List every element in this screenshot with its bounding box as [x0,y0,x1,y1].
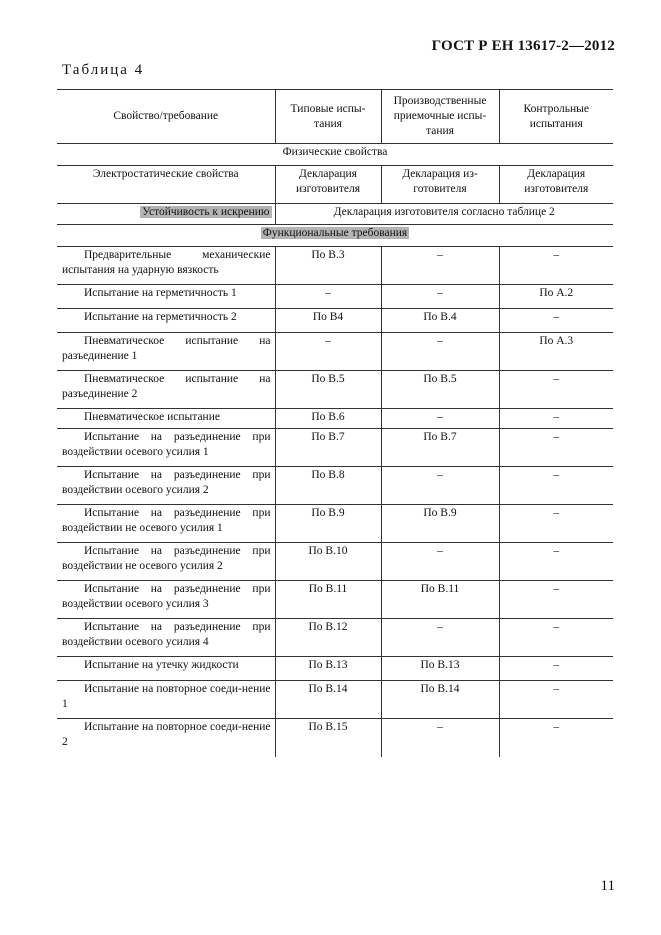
cell-type-test: По В.13 [275,657,381,681]
cell-property: Испытание на разъединение при воздействии не осевого усилия 2 [57,543,275,581]
cell-control-test: – [499,409,613,429]
cell-production-test: По В.5 [381,371,499,409]
cell-control-test: – [499,309,613,333]
document-code: ГОСТ Р ЕН 13617-2—2012 [431,38,615,54]
table-row [57,247,613,285]
cell-type-test: По В.12 [275,619,381,657]
table-row-spark-resistance [57,204,613,225]
cell-property: Предварительные механические испытания на ударную вязкость [57,247,275,285]
cell-control-test: – [499,371,613,409]
cell-production-test: – [381,409,499,429]
cell-property: Испытание на повторное соеди-нение 2 [62,721,271,748]
cell-control-test: – [499,681,613,719]
column-header-property: Свойство/требование [57,90,275,144]
table-row [57,409,613,429]
section-title-physical: Физические свойства [57,144,613,166]
cell-control-test: – [499,657,613,681]
cell-type-test: По В.6 [275,409,381,429]
cell-control-test: – [499,581,613,619]
table-caption: Таблица 4 [62,62,145,78]
highlighted-text: Устойчивость к искрению [142,206,270,218]
table-row [57,333,613,371]
cell-type-test: По В.14 [275,681,381,719]
cell-production-test: – [381,467,499,505]
cell-production-test: – [381,285,499,309]
cell-property: Испытание на разъединение при воздействии осевого усилия 2 [57,467,275,505]
cell-control-test: По А.2 [499,285,613,309]
table-row-electrostatic [57,166,613,204]
cell-type-test: По В.8 [275,467,381,505]
cell-spark-declaration: Декларация изготовителя согласно таблице 2 [275,204,613,225]
cell-property: Пневматическое испытание на разъединение 2 [57,371,275,409]
cell-type-test: Декларация изготовителя [275,166,381,204]
cell-type-test: По В4 [275,309,381,333]
section-row-physical [57,144,613,166]
cell-production-test: Декларация из-готовителя [381,166,499,204]
table-row [57,719,613,757]
cell-property: Испытание на разъединение при воздействии осевого усилия 4 [57,619,275,657]
cell-control-test: – [499,467,613,505]
page-number: 11 [600,878,615,894]
highlighted-text: Функциональные требования [262,227,408,239]
cell-control-test: – [499,505,613,543]
cell-property: Испытание на повторное соеди-нение 1 [57,681,275,719]
cell-type-test: По В.5 [275,371,381,409]
cell-control-test: – [499,719,613,757]
table-row [57,371,613,409]
cell-production-test: – [381,619,499,657]
cell-control-test: – [499,429,613,467]
cell-type-test: По В.7 [275,429,381,467]
requirements-table [57,89,613,757]
table-row [57,681,613,719]
cell-production-test: – [381,247,499,285]
table-row [57,543,613,581]
cell-property: Пневматическое испытание на разъединение 1 [57,333,275,371]
table-row [57,657,613,681]
cell-property [57,204,275,225]
cell-production-test: По В.13 [381,657,499,681]
cell-type-test: По В.11 [275,581,381,619]
column-header-type-tests: Типовые испы-тания [275,90,381,144]
cell-production-test: По В.7 [381,429,499,467]
column-header-control-tests: Контрольные испытания [499,90,613,144]
cell-production-test: По В.9 [381,505,499,543]
table-row [57,285,613,309]
cell-property: Испытание на герметичность 1 [57,285,275,309]
cell-control-test: – [499,247,613,285]
cell-type-test: – [275,333,381,371]
table-row [57,309,613,333]
cell-property: Испытание на герметичность 2 [57,309,275,333]
cell-type-test: По В.10 [275,543,381,581]
cell-property: Электростатические свойства [57,166,275,204]
cell-production-test: По В.11 [381,581,499,619]
cell-property: Испытание на разъединение при воздействии осевого усилия 3 [57,581,275,619]
cell-property: Испытание на утечку жидкости [57,657,275,681]
cell-production-test: По В.4 [381,309,499,333]
table-row [57,505,613,543]
cell-production-test: По В.14 [381,681,499,719]
cell-property: Пневматическое испытание [57,409,275,429]
cell-type-test: По В.3 [275,247,381,285]
cell-property: Испытание на разъединение при воздействии осевого усилия 1 [57,429,275,467]
functional-rows [57,247,613,757]
cell-property: Испытание на разъединение при воздействии не осевого усилия 1 [57,505,275,543]
section-title-functional [57,225,613,247]
table-row [57,619,613,657]
cell-production-test: – [381,543,499,581]
cell-type-test: По В.15 [275,719,381,757]
cell-production-test: – [381,333,499,371]
table-header-row [57,90,613,144]
cell-type-test: – [275,285,381,309]
cell-control-test: Декларация изготовителя [499,166,613,204]
section-row-functional [57,225,613,247]
cell-control-test: – [499,543,613,581]
column-header-production-tests: Производственные приемочные испы-тания [381,90,499,144]
table-row [57,467,613,505]
cell-control-test: – [499,619,613,657]
cell-type-test: По В.9 [275,505,381,543]
cell-production-test: – [381,719,499,757]
table-row [57,581,613,619]
cell-control-test: По А.3 [499,333,613,371]
table-row [57,429,613,467]
